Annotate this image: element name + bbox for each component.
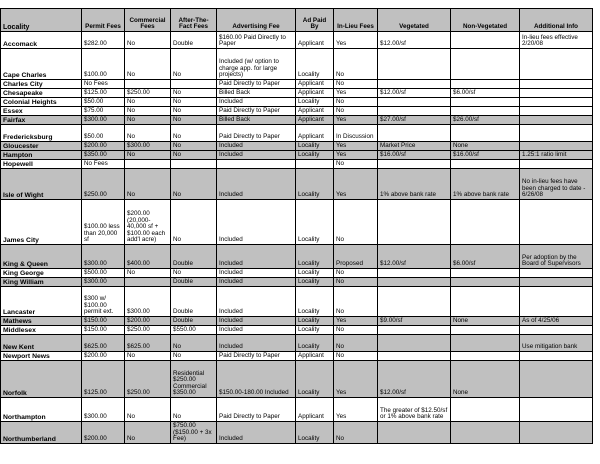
locality-cell: Gloucester <box>1 142 82 151</box>
table-row <box>1 142 593 151</box>
commercial-fees-cell: $200.00 <box>125 317 171 326</box>
table-body <box>1 32 593 444</box>
in-lieu-fees-cell: Yes <box>334 317 378 326</box>
non-vegetated-cell: None <box>451 317 520 326</box>
advertising-fee-cell: Included <box>217 278 296 287</box>
vegetated-cell: 1% above bank rate <box>378 169 451 200</box>
in-lieu-fees-cell: No <box>334 422 378 444</box>
non-vegetated-cell: $26.00/sf <box>451 116 520 125</box>
additional-info-cell <box>520 287 593 317</box>
in-lieu-fees-cell: No <box>334 287 378 317</box>
vegetated-cell: Market Price <box>378 142 451 151</box>
in-lieu-fees-cell: Yes <box>334 398 378 422</box>
after-the-fact-fees-cell: Residential $250.00 Commercial $350.00 <box>171 361 217 398</box>
locality-cell: Colonial Heights <box>1 98 82 107</box>
additional-info-cell <box>520 80 593 89</box>
advertising-fee-cell: Paid Directly to Paper <box>217 80 296 89</box>
non-vegetated-cell: None <box>451 142 520 151</box>
permit-fees-cell: $150.00 <box>82 317 125 326</box>
table-row <box>1 116 593 125</box>
non-vegetated-cell: 1% above bank rate <box>451 169 520 200</box>
advertising-fee-cell: Included <box>217 245 296 269</box>
additional-info-cell <box>520 326 593 335</box>
commercial-fees-cell: No <box>125 125 171 142</box>
commercial-fees-cell: No <box>125 398 171 422</box>
ad-paid-by-cell: Applicant <box>296 352 334 361</box>
permit-fees-cell: $250.00 <box>82 169 125 200</box>
in-lieu-fees-cell: No <box>334 98 378 107</box>
non-vegetated-cell <box>451 160 520 169</box>
table-row <box>1 361 593 398</box>
advertising-fee-cell: Billed Back <box>217 116 296 125</box>
after-the-fact-fees-cell: No <box>171 116 217 125</box>
vegetated-cell <box>378 422 451 444</box>
table-row <box>1 245 593 269</box>
column-header-vegetated: Vegetated <box>378 9 451 32</box>
commercial-fees-cell <box>125 80 171 89</box>
vegetated-cell: $12.00/sf <box>378 89 451 98</box>
advertising-fee-cell: Included (w/ option to charge app. for large projects) <box>217 49 296 80</box>
commercial-fees-cell: $250.00 <box>125 326 171 335</box>
vegetated-cell <box>378 200 451 245</box>
after-the-fact-fees-cell <box>171 160 217 169</box>
ad-paid-by-cell: Locality <box>296 422 334 444</box>
ad-paid-by-cell: Locality <box>296 169 334 200</box>
commercial-fees-cell: No <box>125 116 171 125</box>
in-lieu-fees-cell: Proposed <box>334 245 378 269</box>
advertising-fee-cell: $150.00-180.00 Included <box>217 361 296 398</box>
ad-paid-by-cell: Applicant <box>296 107 334 116</box>
ad-paid-by-cell: Applicant <box>296 32 334 49</box>
non-vegetated-cell <box>451 278 520 287</box>
in-lieu-fees-cell: No <box>334 200 378 245</box>
non-vegetated-cell <box>451 422 520 444</box>
table-row <box>1 160 593 169</box>
additional-info-cell <box>520 98 593 107</box>
in-lieu-fees-cell: No <box>334 269 378 278</box>
permit-fees-cell: No Fees <box>82 80 125 89</box>
non-vegetated-cell <box>451 125 520 142</box>
vegetated-cell <box>378 335 451 352</box>
table-row <box>1 151 593 160</box>
non-vegetated-cell <box>451 326 520 335</box>
in-lieu-fees-cell: No <box>334 49 378 80</box>
permit-fees-cell: $300.00 <box>82 245 125 269</box>
permit-fees-cell: $50.00 <box>82 98 125 107</box>
commercial-fees-cell: $250.00 <box>125 361 171 398</box>
commercial-fees-cell: No <box>125 49 171 80</box>
additional-info-cell: Use mitigation bank <box>520 335 593 352</box>
commercial-fees-cell: No <box>125 32 171 49</box>
locality-cell: Essex <box>1 107 82 116</box>
ad-paid-by-cell: Locality <box>296 317 334 326</box>
advertising-fee-cell: Included <box>217 269 296 278</box>
advertising-fee-cell: Paid Directly to Paper <box>217 125 296 142</box>
after-the-fact-fees-cell: $750.00 ($150.00 + 3x Fee) <box>171 422 217 444</box>
after-the-fact-fees-cell: Double <box>171 317 217 326</box>
ad-paid-by-cell: Locality <box>296 151 334 160</box>
in-lieu-fees-cell: No <box>334 326 378 335</box>
in-lieu-fees-cell: Yes <box>334 89 378 98</box>
permit-fees-cell: $75.00 <box>82 107 125 116</box>
advertising-fee-cell: Included <box>217 98 296 107</box>
column-header-advertising-fee: Advertising Fee <box>217 9 296 32</box>
additional-info-cell <box>520 160 593 169</box>
table-row <box>1 326 593 335</box>
additional-info-cell: In-lieu fees effective 2/20/08 <box>520 32 593 49</box>
permit-fees-cell: $350.00 <box>82 151 125 160</box>
locality-cell: Norfolk <box>1 361 82 398</box>
table-row <box>1 269 593 278</box>
advertising-fee-cell: $160.00 Paid Directly to Paper <box>217 32 296 49</box>
fees-table <box>0 8 593 444</box>
additional-info-cell <box>520 125 593 142</box>
advertising-fee-cell: Included <box>217 151 296 160</box>
column-header-in-lieu-fees: In-Lieu Fees <box>334 9 378 32</box>
advertising-fee-cell: Included <box>217 335 296 352</box>
commercial-fees-cell: $400.00 <box>125 245 171 269</box>
permit-fees-cell: $200.00 <box>82 422 125 444</box>
locality-cell: Cape Charles <box>1 49 82 80</box>
locality-cell: Accomack <box>1 32 82 49</box>
ad-paid-by-cell: Locality <box>296 335 334 352</box>
commercial-fees-cell: No <box>125 269 171 278</box>
permit-fees-cell: $150.00 <box>82 326 125 335</box>
non-vegetated-cell: $16.00/sf <box>451 151 520 160</box>
additional-info-cell: Per adoption by the Board of Supervisors <box>520 245 593 269</box>
additional-info-cell: As of 4/25/06 <box>520 317 593 326</box>
in-lieu-fees-cell: No <box>334 160 378 169</box>
after-the-fact-fees-cell: No <box>171 169 217 200</box>
locality-cell: Charles City <box>1 80 82 89</box>
commercial-fees-cell: No <box>125 98 171 107</box>
advertising-fee-cell: Paid Directly to Paper <box>217 352 296 361</box>
table-row <box>1 89 593 98</box>
commercial-fees-cell: No <box>125 422 171 444</box>
ad-paid-by-cell: Applicant <box>296 398 334 422</box>
advertising-fee-cell: Included <box>217 326 296 335</box>
commercial-fees-cell: $300.00 <box>125 142 171 151</box>
after-the-fact-fees-cell: No <box>171 398 217 422</box>
non-vegetated-cell: $6.00/sf <box>451 89 520 98</box>
non-vegetated-cell <box>451 49 520 80</box>
commercial-fees-cell: No <box>125 352 171 361</box>
ad-paid-by-cell: Applicant <box>296 80 334 89</box>
vegetated-cell <box>378 49 451 80</box>
additional-info-cell <box>520 89 593 98</box>
ad-paid-by-cell: Locality <box>296 287 334 317</box>
additional-info-cell: 1.25:1 ratio limit <box>520 151 593 160</box>
after-the-fact-fees-cell: No <box>171 335 217 352</box>
vegetated-cell <box>378 125 451 142</box>
non-vegetated-cell <box>451 107 520 116</box>
after-the-fact-fees-cell: No <box>171 49 217 80</box>
ad-paid-by-cell: Locality <box>296 278 334 287</box>
advertising-fee-cell: Included <box>217 317 296 326</box>
advertising-fee-cell: Paid Directly to Paper <box>217 107 296 116</box>
ad-paid-by-cell: Locality <box>296 200 334 245</box>
advertising-fee-cell: Included <box>217 169 296 200</box>
table-row <box>1 169 593 200</box>
in-lieu-fees-cell: Yes <box>334 32 378 49</box>
permit-fees-cell: $300.00 <box>82 116 125 125</box>
column-header-commercial-fees: Commercial Fees <box>125 9 171 32</box>
vegetated-cell: $27.00/sf <box>378 116 451 125</box>
table-row <box>1 49 593 80</box>
vegetated-cell <box>378 107 451 116</box>
locality-cell: King George <box>1 269 82 278</box>
locality-cell: Hampton <box>1 151 82 160</box>
locality-cell: Newport News <box>1 352 82 361</box>
additional-info-cell <box>520 361 593 398</box>
permit-fees-cell: $200.00 <box>82 142 125 151</box>
in-lieu-fees-cell: Yes <box>334 361 378 398</box>
permit-fees-cell: No Fees <box>82 160 125 169</box>
after-the-fact-fees-cell: Double <box>171 287 217 317</box>
locality-cell: Isle of Wight <box>1 169 82 200</box>
permit-fees-cell: $50.00 <box>82 125 125 142</box>
commercial-fees-cell: No <box>125 169 171 200</box>
locality-cell: King William <box>1 278 82 287</box>
table-row <box>1 335 593 352</box>
table-row <box>1 317 593 326</box>
column-header-after-the-fact-fees: After-The-Fact Fees <box>171 9 217 32</box>
after-the-fact-fees-cell: Double <box>171 245 217 269</box>
permit-fees-cell: $300.00 <box>82 398 125 422</box>
commercial-fees-cell <box>125 278 171 287</box>
additional-info-cell <box>520 107 593 116</box>
commercial-fees-cell: $200.00 (20,000-40,000 sf + $100.00 each add'l acre) <box>125 200 171 245</box>
additional-info-cell <box>520 398 593 422</box>
after-the-fact-fees-cell: No <box>171 200 217 245</box>
locality-cell: Fairfax <box>1 116 82 125</box>
advertising-fee-cell: Paid Directly to Paper <box>217 398 296 422</box>
column-header-permit-fees: Permit Fees <box>82 9 125 32</box>
in-lieu-fees-cell: No <box>334 80 378 89</box>
header-row <box>1 9 593 32</box>
ad-paid-by-cell: Locality <box>296 269 334 278</box>
vegetated-cell <box>378 160 451 169</box>
table-row <box>1 107 593 116</box>
locality-cell: Lancaster <box>1 287 82 317</box>
vegetated-cell <box>378 326 451 335</box>
additional-info-cell <box>520 200 593 245</box>
after-the-fact-fees-cell: Double <box>171 32 217 49</box>
non-vegetated-cell <box>451 32 520 49</box>
vegetated-cell <box>378 278 451 287</box>
column-header-locality: Locality <box>1 9 82 32</box>
in-lieu-fees-cell: No <box>334 107 378 116</box>
additional-info-cell <box>520 142 593 151</box>
table-row <box>1 352 593 361</box>
after-the-fact-fees-cell: No <box>171 89 217 98</box>
vegetated-cell: $9.00/sf <box>378 317 451 326</box>
non-vegetated-cell <box>451 335 520 352</box>
in-lieu-fees-cell: Yes <box>334 142 378 151</box>
locality-cell: Fredericksburg <box>1 125 82 142</box>
locality-cell: King & Queen <box>1 245 82 269</box>
locality-cell: New Kent <box>1 335 82 352</box>
after-the-fact-fees-cell: No <box>171 352 217 361</box>
in-lieu-fees-cell: No <box>334 335 378 352</box>
additional-info-cell <box>520 116 593 125</box>
after-the-fact-fees-cell: No <box>171 151 217 160</box>
commercial-fees-cell: No <box>125 107 171 116</box>
vegetated-cell: The greater of $12.50/sf or 1% above bank rate <box>378 398 451 422</box>
after-the-fact-fees-cell: No <box>171 107 217 116</box>
locality-cell: Northampton <box>1 398 82 422</box>
advertising-fee-cell: Included <box>217 422 296 444</box>
in-lieu-fees-cell: In Discussion <box>334 125 378 142</box>
column-header-additional-info: Additional Info <box>520 9 593 32</box>
advertising-fee-cell <box>217 160 296 169</box>
non-vegetated-cell <box>451 287 520 317</box>
locality-cell: Hopewell <box>1 160 82 169</box>
table-row <box>1 80 593 89</box>
ad-paid-by-cell: Applicant <box>296 125 334 142</box>
ad-paid-by-cell: Locality <box>296 142 334 151</box>
after-the-fact-fees-cell: $550.00 <box>171 326 217 335</box>
permit-fees-cell: $282.00 <box>82 32 125 49</box>
non-vegetated-cell <box>451 80 520 89</box>
table-row <box>1 278 593 287</box>
locality-cell: Middlesex <box>1 326 82 335</box>
ad-paid-by-cell: Applicant <box>296 116 334 125</box>
after-the-fact-fees-cell: No <box>171 269 217 278</box>
commercial-fees-cell: $625.00 <box>125 335 171 352</box>
permit-fees-cell: $125.00 <box>82 89 125 98</box>
ad-paid-by-cell: Applicant <box>296 89 334 98</box>
advertising-fee-cell: Included <box>217 287 296 317</box>
permit-fees-cell: $200.00 <box>82 352 125 361</box>
locality-cell: James City <box>1 200 82 245</box>
ad-paid-by-cell <box>296 160 334 169</box>
vegetated-cell: $12.00/sf <box>378 361 451 398</box>
advertising-fee-cell: Included <box>217 200 296 245</box>
ad-paid-by-cell: Locality <box>296 98 334 107</box>
non-vegetated-cell <box>451 269 520 278</box>
after-the-fact-fees-cell: No <box>171 142 217 151</box>
vegetated-cell <box>378 352 451 361</box>
locality-cell: Mathews <box>1 317 82 326</box>
table-row <box>1 422 593 444</box>
non-vegetated-cell <box>451 398 520 422</box>
vegetated-cell: $12.00/sf <box>378 245 451 269</box>
additional-info-cell <box>520 352 593 361</box>
permit-fees-cell: $125.00 <box>82 361 125 398</box>
vegetated-cell <box>378 80 451 89</box>
vegetated-cell: $16.00/sf <box>378 151 451 160</box>
in-lieu-fees-cell: Yes <box>334 151 378 160</box>
additional-info-cell <box>520 269 593 278</box>
locality-cell: Chesapeake <box>1 89 82 98</box>
table-row <box>1 98 593 107</box>
commercial-fees-cell: $250.00 <box>125 89 171 98</box>
permit-fees-cell: $300 w/ $100.00 permit ext. <box>82 287 125 317</box>
non-vegetated-cell <box>451 98 520 107</box>
in-lieu-fees-cell: Yes <box>334 116 378 125</box>
vegetated-cell <box>378 269 451 278</box>
advertising-fee-cell: Billed Back <box>217 89 296 98</box>
in-lieu-fees-cell: No <box>334 352 378 361</box>
vegetated-cell <box>378 287 451 317</box>
after-the-fact-fees-cell: No <box>171 98 217 107</box>
in-lieu-fees-cell: Yes <box>334 169 378 200</box>
table-row <box>1 287 593 317</box>
column-header-ad-paid-by: Ad Paid By <box>296 9 334 32</box>
ad-paid-by-cell: Locality <box>296 49 334 80</box>
non-vegetated-cell <box>451 200 520 245</box>
locality-cell: Northumberland <box>1 422 82 444</box>
commercial-fees-cell: $300.00 <box>125 287 171 317</box>
table-row <box>1 398 593 422</box>
additional-info-cell <box>520 422 593 444</box>
permit-fees-cell: $100.00 less than 20,000 sf <box>82 200 125 245</box>
commercial-fees-cell: No <box>125 151 171 160</box>
permit-fees-cell: $300.00 <box>82 278 125 287</box>
vegetated-cell: $12.00/sf <box>378 32 451 49</box>
additional-info-cell <box>520 49 593 80</box>
non-vegetated-cell: None <box>451 361 520 398</box>
permit-fees-cell: $625.00 <box>82 335 125 352</box>
permit-fees-cell: $500.00 <box>82 269 125 278</box>
ad-paid-by-cell: Locality <box>296 326 334 335</box>
after-the-fact-fees-cell: No <box>171 125 217 142</box>
ad-paid-by-cell: Locality <box>296 361 334 398</box>
table-row <box>1 200 593 245</box>
column-header-non-vegetated: Non-Vegetated <box>451 9 520 32</box>
after-the-fact-fees-cell <box>171 80 217 89</box>
non-vegetated-cell <box>451 352 520 361</box>
commercial-fees-cell <box>125 160 171 169</box>
after-the-fact-fees-cell: Double <box>171 278 217 287</box>
vegetated-cell <box>378 98 451 107</box>
additional-info-cell: No in-lieu fees have been charged to date - 6/26/08 <box>520 169 593 200</box>
advertising-fee-cell: Included <box>217 142 296 151</box>
table-row <box>1 125 593 142</box>
non-vegetated-cell: $6.00/sf <box>451 245 520 269</box>
ad-paid-by-cell: Locality <box>296 245 334 269</box>
additional-info-cell <box>520 278 593 287</box>
permit-fees-cell: $100.00 <box>82 49 125 80</box>
table-row <box>1 32 593 49</box>
in-lieu-fees-cell: No <box>334 278 378 287</box>
